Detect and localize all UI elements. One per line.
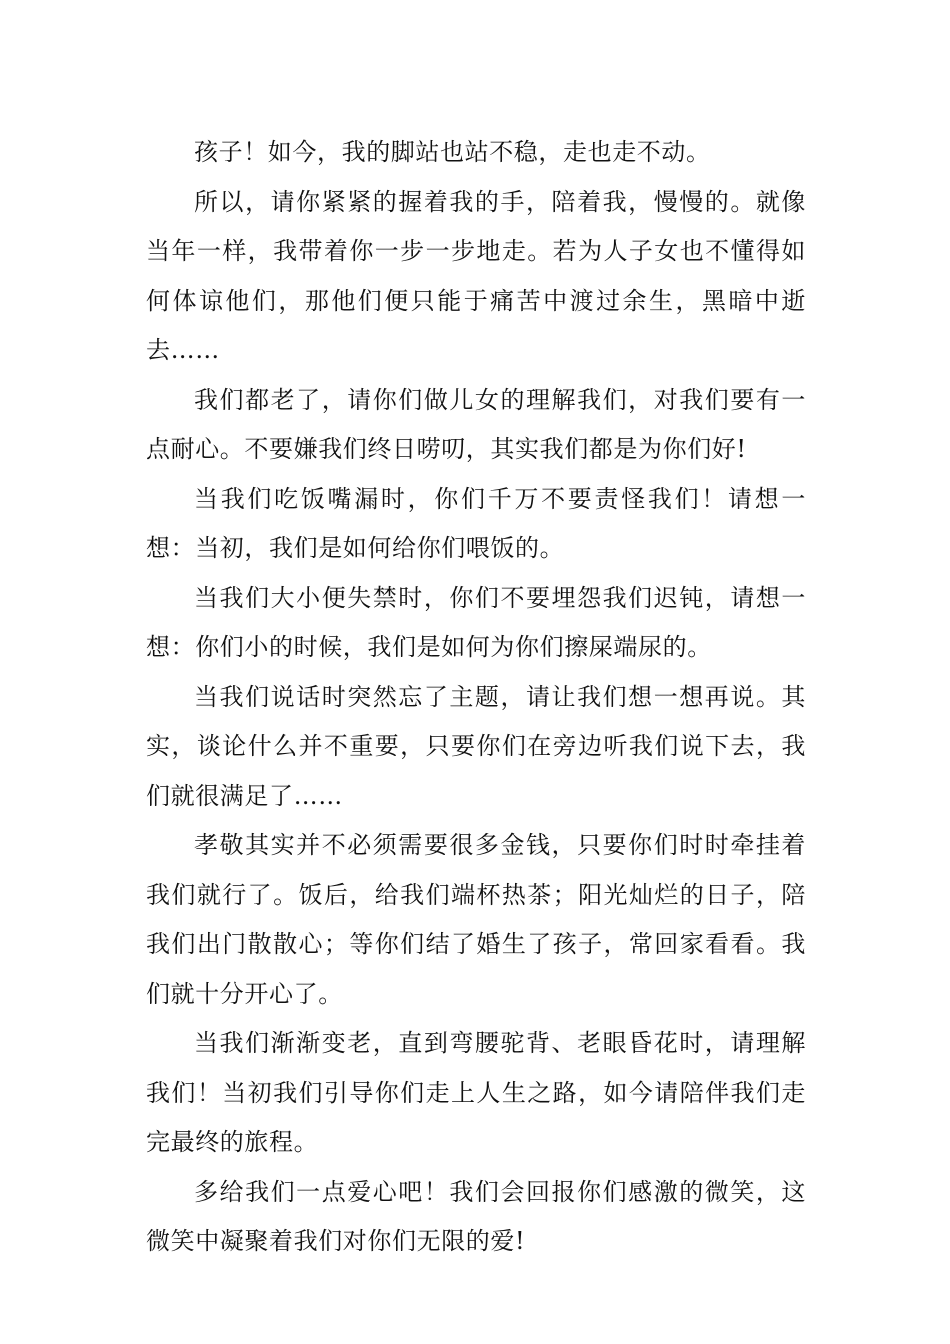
paragraph: 孝敬其实并不必须需要很多金钱，只要你们时时牵挂着我们就行了。饭后，给我们端杯热茶；阳光灿烂的日子，陪我们出门散散心；等你们结了婚生了孩子，常回家看看。我们就十分开心了。: [146, 831, 806, 1008]
paragraph: 当我们大小便失禁时，你们不要埋怨我们迟钝，请想一想：你们小的时候，我们是如何为你们擦屎端尿的。: [146, 583, 806, 661]
paragraph: 我们都老了，请你们做儿女的理解我们，对我们要有一点耐心。不要嫌我们终日唠叨，其实我们都是为你们好!: [146, 385, 806, 463]
paragraph: 当我们渐渐变老，直到弯腰驼背、老眼昏花时，请理解我们！当初我们引导你们走上人生之路，如今请陪伴我们走完最终的旅程。: [146, 1029, 806, 1156]
paragraph: 当我们吃饭嘴漏时，你们千万不要责怪我们！请想一想：当初，我们是如何给你们喂饭的。: [146, 484, 806, 562]
paragraph: 孩子！如今，我的脚站也站不稳，走也走不动。: [194, 138, 711, 166]
paragraph: 当我们说话时突然忘了主题，请让我们想一想再说。其实，谈论什么并不重要，只要你们在旁边听我们说下去，我们就很满足了……: [146, 682, 806, 810]
paragraph: 多给我们一点爱心吧！我们会回报你们感激的微笑，这微笑中凝聚着我们对你们无限的爱!: [146, 1177, 806, 1255]
paragraph: 所以，请你紧紧的握着我的手，陪着我，慢慢的。就像当年一样，我带着你一步一步地走。若为人子女也不懂得如何体谅他们，那他们便只能于痛苦中渡过余生，黑暗中逝去……: [146, 187, 806, 364]
document-body: [146, 128, 806, 1267]
